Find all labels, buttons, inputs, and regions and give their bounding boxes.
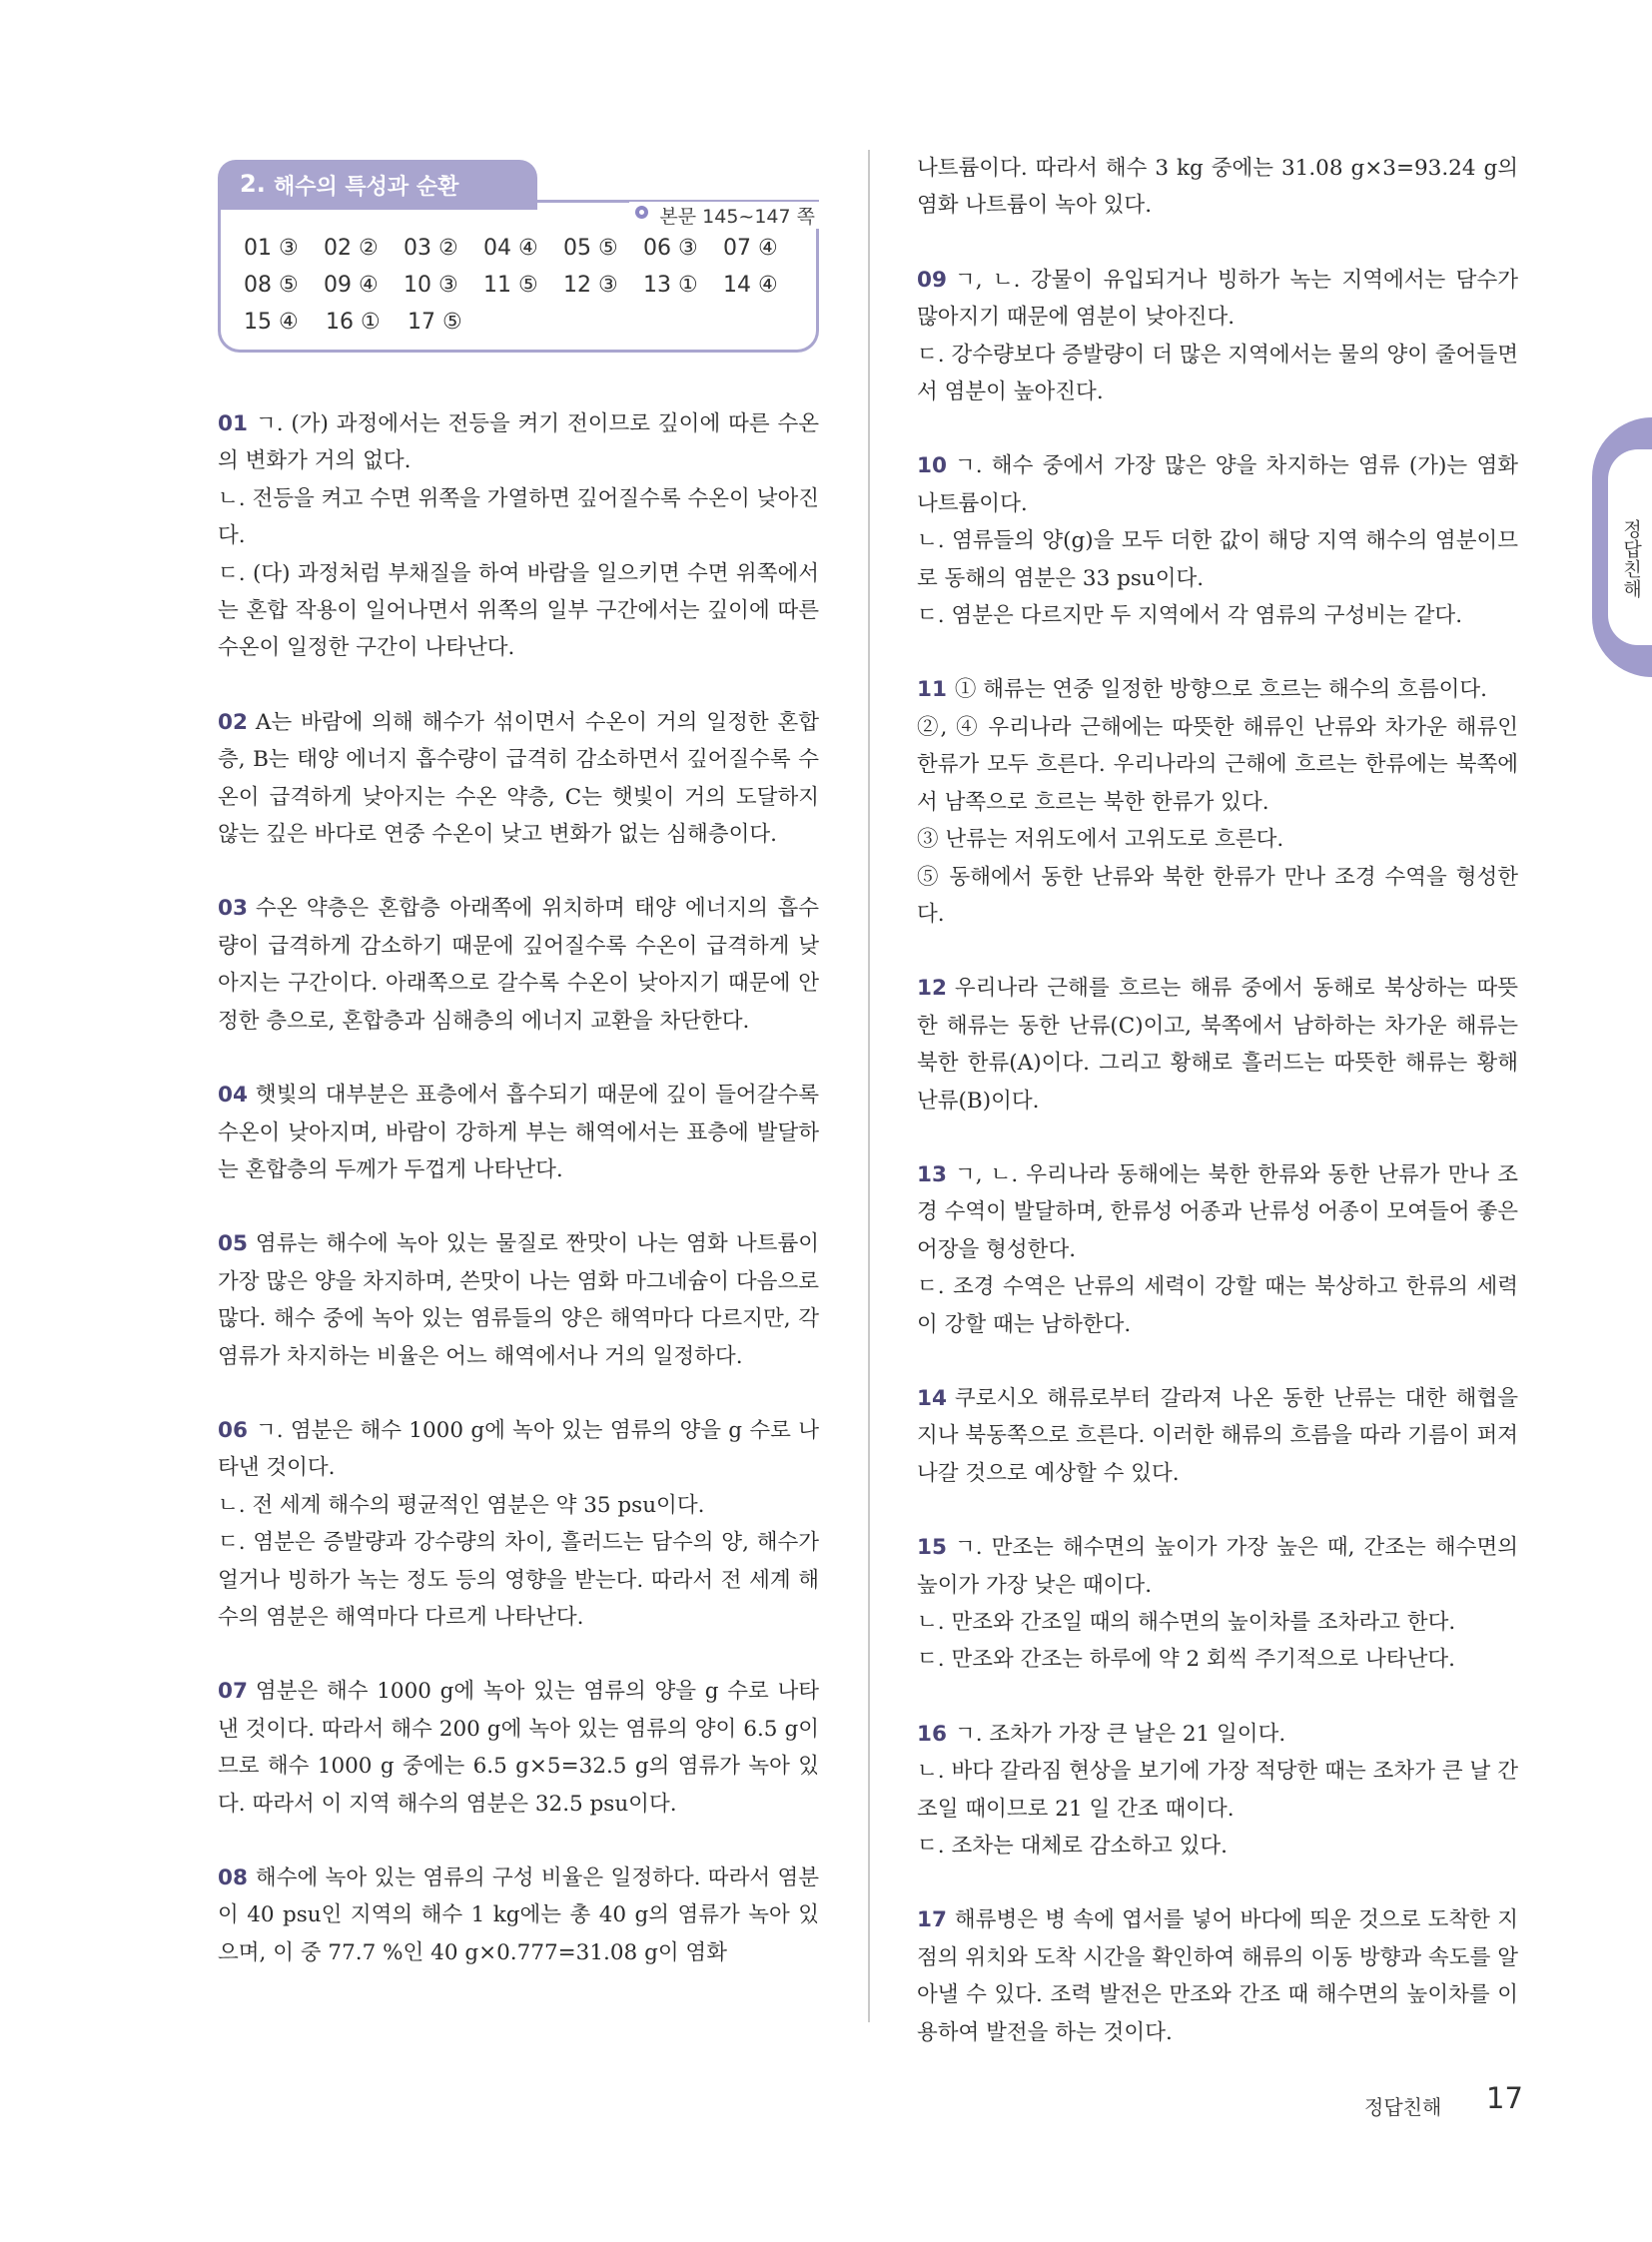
question-number: 09 [917,267,947,293]
answer-item: 08 ⑤ [244,273,299,298]
question-number: 08 [218,1866,248,1890]
question-number: 07 [218,1679,248,1705]
explanation-text: 해수에 녹아 있는 염류의 구성 비율은 일정하다. 따라서 염분이 40 psu인 지역의 해수 1 kg에는 총 40 g의 염류가 녹아 있으며, 이 중 77.7 %인 40 g×0.777=31.08 g이 염화 [218,1866,819,1965]
explanation-text: A는 바람에 의해 해수가 섞이면서 수온이 거의 일정한 혼합층, B는 태양 에너지 흡수량이 급격히 감소하면서 깊어질수록 수온이 급격하게 낮아지는 수온 약층, C는 햇빛이 거의 도달하지 않는 깊은 바다로 연중 수온이 낮고 변화가 없는 심해층이다. [218,709,819,848]
explanation-text: 염분은 해수 1000 g에 녹아 있는 염류의 양을 g 수로 나타낸 것이다. 따라서 해수 200 g에 녹아 있는 염류의 양이 6.5 g이므로 해수 1000 g 중에는 6.5 g×5=32.5 g의 염류가 녹아 있다. 따라서 이 지역 해수의 염분은 32.5 psu이다. [218,1679,819,1817]
explanation-text: ㄷ. 조차는 대체로 감소하고 있다. [917,1834,1229,1860]
left-column [218,150,819,1971]
question-number: 03 [218,896,248,922]
answer-item: 07 ④ [723,236,778,261]
answer-item: 05 ⑤ [563,236,618,261]
answer-grid [244,236,803,347]
answer-row [244,273,803,310]
explanation-text: ㄷ. 염분은 증발량과 강수량의 차이, 흘러드는 담수의 양, 해수가 얼거나 빙하가 녹는 정도 등의 영향을 받는다. 따라서 전 세계 해수의 염분은 해역마다 다르게 나타난다. [218,1530,819,1630]
explanation-item [917,1901,1518,2051]
explanation-item [218,1077,819,1188]
explanation-text: 우리나라 근해를 흐르는 해류 중에서 동해로 북상하는 따뜻한 해류는 동한 난류(C)이고, 북쪽에서 남하하는 차가운 해류는 북한 한류(A)이다. 그리고 황해로 흘러드는 따뜻한 해류는 황해 난류(B)이다. [917,976,1518,1114]
explanation-text: ㄴ. 염류들의 양(g)을 모두 더한 값이 해당 지역 해수의 염분이므로 동해의 염분은 33 psu이다. [917,528,1518,591]
explanation-text: ㄱ. (가) 과정에서는 전등을 켜기 전이므로 깊이에 따른 수온의 변화가 거의 없다. [218,411,819,474]
explanation-text: ㄱ. 염분은 해수 1000 g에 녹아 있는 염류의 양을 g 수로 나타낸 것이다. [218,1417,819,1481]
explanation-text: ㄷ. 만조와 간조는 하루에 약 2 회씩 주기적으로 나타난다. [917,1647,1455,1673]
explanation-text: ㄱ. 조차가 가장 큰 날은 21 일이다. [954,1721,1286,1747]
right-explanations [917,262,1518,2051]
explanation-item [917,671,1518,933]
explanation-item [218,890,819,1040]
explanation-text: ⑤ 동해에서 동한 난류와 북한 한류가 만나 조경 수역을 형성한다. [917,864,1518,927]
answer-item: 11 ⑤ [483,273,538,298]
left-explanations [218,405,819,1971]
explanation-item [917,262,1518,411]
explanation-item [917,970,1518,1120]
explanation-text: ㄴ. 바다 갈라짐 현상을 보기에 가장 적당한 때는 조차가 큰 날 간조일 때이므로 21 일 간조 때이다. [917,1759,1518,1822]
explanation-item [218,405,819,667]
right-column [917,150,1518,2051]
explanation-item [917,1716,1518,1866]
explanation-text: ㄴ. 전 세계 해수의 평균적인 염분은 약 35 psu이다. [218,1492,705,1518]
answer-item: 10 ③ [404,273,458,298]
continued-paragraph: 나트륨이다. 따라서 해수 3 kg 중에는 31.08 g×3=93.24 g의 염화 나트륨이 녹아 있다. [917,156,1518,219]
question-number: 06 [218,1417,248,1443]
answer-item: 03 ② [404,236,458,261]
answer-item: 06 ③ [643,236,698,261]
explanation-item [218,704,819,854]
answer-item: 01 ③ [244,236,299,261]
explanation-text: ㄴ. 전등을 켜고 수면 위쪽을 가열하면 깊어질수록 수온이 낮아진다. [218,485,819,549]
bullet-icon [635,206,648,219]
answer-item: 15 ④ [244,310,299,335]
explanation-item [218,1860,819,1971]
explanation-text: ㄷ. 염분은 다르지만 두 지역에서 각 염류의 구성비는 같다. [917,603,1463,629]
answer-item: 09 ④ [324,273,379,298]
explanation-text: ②, ④ 우리나라 근해에는 따뜻한 해류인 난류와 차가운 해류인 한류가 모두 흐른다. 우리나라의 근해에 흐르는 한류에는 북쪽에서 남쪽으로 흐르는 북한 한류가 있다. [917,714,1518,815]
explanation-text: ㄷ. 강수량보다 증발량이 더 많은 지역에서는 물의 양이 줄어들면서 염분이 높아진다. [917,342,1518,405]
explanation-text: ③ 난류는 저위도에서 고위도로 흐른다. [917,827,1284,853]
question-number: 02 [218,709,248,735]
explanation-item [218,1412,819,1636]
explanation-item [917,1529,1518,1679]
explanation-text: ㄷ. 조경 수역은 난류의 세력이 강할 때는 북상하고 한류의 세력이 강할 때는 남하한다. [917,1274,1518,1337]
answer-item: 13 ① [643,273,698,298]
answer-row [244,310,803,347]
explanation-text: 해류병은 병 속에 엽서를 넣어 바다에 띄운 것으로 도착한 지점의 위치와 도착 시간을 확인하여 해류의 이동 방향과 속도를 알아낼 수 있다. 조력 발전은 만조와 간조 때 해수면의 높이차를 이용하여 발전을 하는 것이다. [917,1907,1518,2045]
column-divider [868,150,870,2022]
page-reference: 본문 145~147 쪽 [629,202,819,229]
explanation-text: ㄱ, ㄴ. 우리나라 동해에는 북한 한류와 동한 난류가 만나 조경 수역이 발달하며, 한류성 어종과 난류성 어종이 모여들어 좋은 어장을 형성한다. [917,1161,1518,1262]
explanation-text: ㄱ. 해수 중에서 가장 많은 양을 차지하는 염류 (가)는 염화 나트륨이다. [917,453,1518,516]
explanation-text: 수온 약층은 혼합층 아래쪽에 위치하며 태양 에너지의 흡수량이 급격하게 감소하기 때문에 깊어질수록 수온이 급격하게 낮아지는 구간이다. 아래쪽으로 갈수록 수온이 낮아지기 때문에 안정한 층으로, 혼합층과 심해층의 에너지 교환을 차단한다. [218,896,819,1034]
question-number: 11 [917,677,947,703]
answer-item: 02 ② [324,236,379,261]
explanation-text: ㄱ. 만조는 해수면의 높이가 가장 높은 때, 간조는 해수면의 높이가 가장 낮은 때이다. [917,1535,1518,1598]
answer-row [244,236,803,273]
question-number: 14 [917,1385,947,1411]
explanation-item [917,447,1518,634]
question-number: 17 [917,1907,947,1933]
explanation-text: ① 해류는 연중 일정한 방향으로 흐르는 해수의 흐름이다. [954,677,1488,703]
explanation-item [218,1673,819,1823]
explanation-item [218,1225,819,1375]
answer-item: 17 ⑤ [408,310,462,335]
page-number: 17 [1486,2081,1523,2115]
answer-item: 14 ④ [723,273,778,298]
explanation-text: 염류는 해수에 녹아 있는 물질로 짠맛이 나는 염화 나트륨이 가장 많은 양을 차지하며, 쓴맛이 나는 염화 마그네슘이 다음으로 많다. 해수 중에 녹아 있는 염류들의 양은 해역마다 다르지만, 각 염류가 차지하는 비율은 어느 해역에서나 거의 일정하다. [218,1231,819,1369]
answer-item: 16 ① [326,310,381,335]
explanation-item [917,1156,1518,1343]
question-number: 05 [218,1231,248,1257]
side-tab-label: 정답친해 [1620,519,1642,599]
question-number: 10 [917,453,947,479]
explanation-text: 햇빛의 대부분은 표층에서 흡수되기 때문에 깊이 들어갈수록 수온이 낮아지며, 바람이 강하게 부는 해역에서는 표층에 발달하는 혼합층의 두께가 두껍게 나타난다. [218,1083,819,1182]
explanation-text: 쿠로시오 해류로부터 갈라져 나온 동한 난류는 대한 해협을 지나 북동쪽으로 흐른다. 이러한 해류의 흐름을 따라 기름이 퍼져 나갈 것으로 예상할 수 있다. [917,1385,1518,1486]
section-title: 해수의 특성과 순환 [274,175,459,200]
footer-label: 정답친해 [1364,2095,1442,2119]
answer-item: 04 ④ [483,236,538,261]
section-number: 2. [240,170,266,198]
question-number: 15 [917,1535,947,1561]
question-number: 01 [218,411,248,436]
explanation-item [917,1380,1518,1492]
question-number: 04 [218,1083,248,1109]
answer-key-box [218,160,819,358]
question-number: 16 [917,1721,947,1747]
section-header [218,160,537,210]
question-number: 12 [917,976,947,1002]
question-number: 13 [917,1161,947,1187]
answer-item: 12 ③ [563,273,618,298]
explanation-text: ㄴ. 만조와 간조일 때의 해수면의 높이차를 조차라고 한다. [917,1610,1456,1635]
explanation-text: ㄱ, ㄴ. 강물이 유입되거나 빙하가 녹는 지역에서는 담수가 많아지기 때문에 염분이 낮아진다. [917,267,1518,331]
explanation-text: ㄷ. (다) 과정처럼 부채질을 하여 바람을 일으키면 수면 위쪽에서는 혼합 작용이 일어나면서 위쪽의 일부 구간에서는 깊이에 따른 수온이 일정한 구간이 나타난다. [218,560,819,661]
